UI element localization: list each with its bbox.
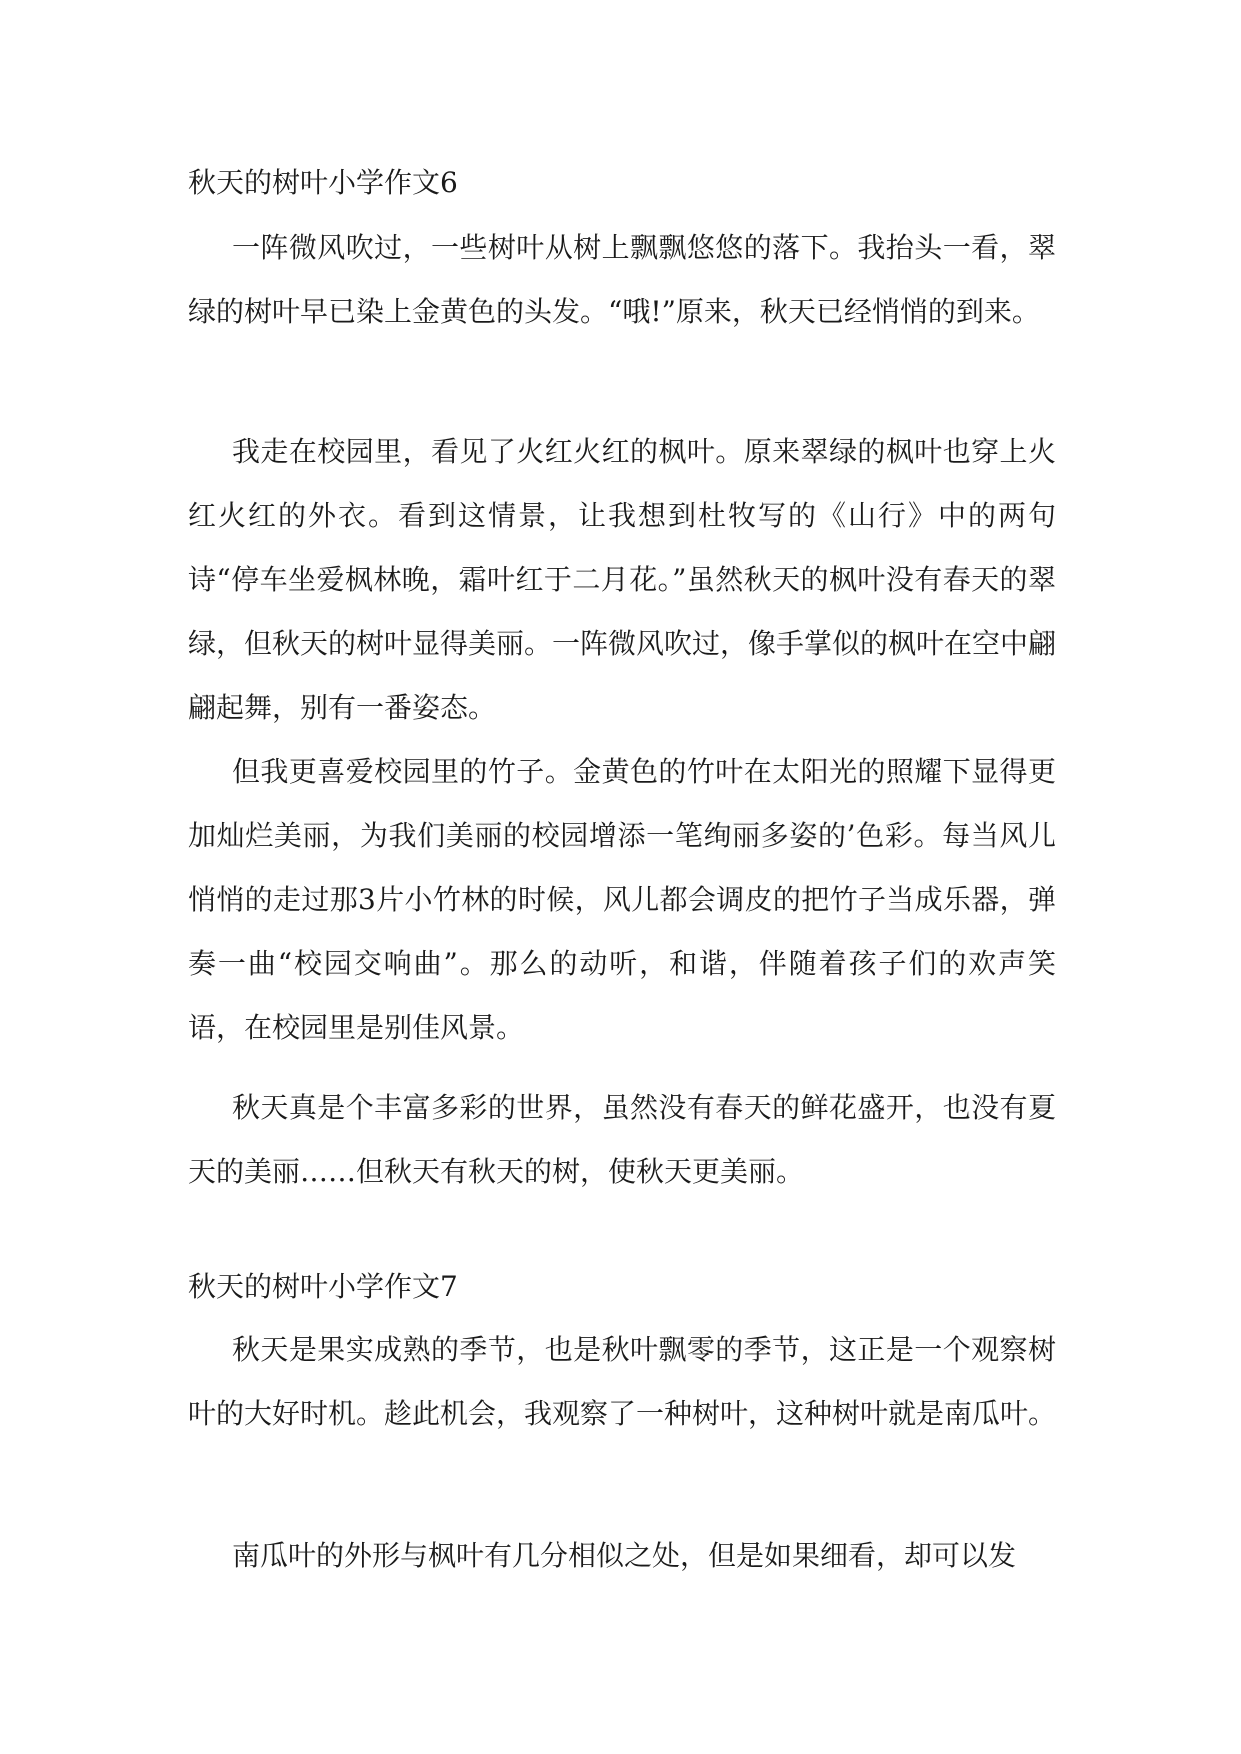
paragraph: 我走在校园里，看见了火红火红的枫叶。原来翠绿的枫叶也穿上火红火红的外衣。看到这情景，让我想到杜牧写的《山行》中的两句诗“停车坐爱枫林晚，霜叶红于二月花。”虽然秋天的枫叶没有春天的翠绿，但秋天的树叶显得美丽。一阵微风吹过，像手掌似的枫叶在空中翩翩起舞，别有一番姿态。 [188, 435, 1057, 724]
section-title: 秋天的树叶小学作文6 [188, 166, 458, 199]
paragraph: 但我更喜爱校园里的竹子。金黄色的竹叶在太阳光的照耀下显得更加灿烂美丽，为我们美丽的校园增添一笔绚丽多姿的’色彩。每当风儿悄悄的走过那3片小竹林的时候，风儿都会调皮的把竹子当成乐器，弹奏一曲“校园交响曲”。那么的动听，和谐，伴随着孩子们的欢声笑语，在校园里是别佳风景。 [188, 755, 1056, 1044]
paragraph: 一阵微风吹过，一些树叶从树上飘飘悠悠的落下。我抬头一看，翠绿的树叶早已染上金黄色的头发。“哦!”原来，秋天已经悄悄的到来。 [188, 231, 1056, 328]
paragraph: 秋天是果实成熟的季节，也是秋叶飘零的季节，这正是一个观察树叶的大好时机。趁此机会，我观察了一种树叶，这种树叶就是南瓜叶。 [188, 1333, 1057, 1430]
paragraph: 秋天真是个丰富多彩的世界，虽然没有春天的鲜花盛开，也没有夏天的美丽……但秋天有秋天的树，使秋天更美丽。 [188, 1091, 1056, 1188]
paragraph: 南瓜叶的外形与枫叶有几分相似之处，但是如果细看，却可以发 [232, 1539, 1017, 1572]
section-title: 秋天的树叶小学作文7 [188, 1270, 458, 1303]
